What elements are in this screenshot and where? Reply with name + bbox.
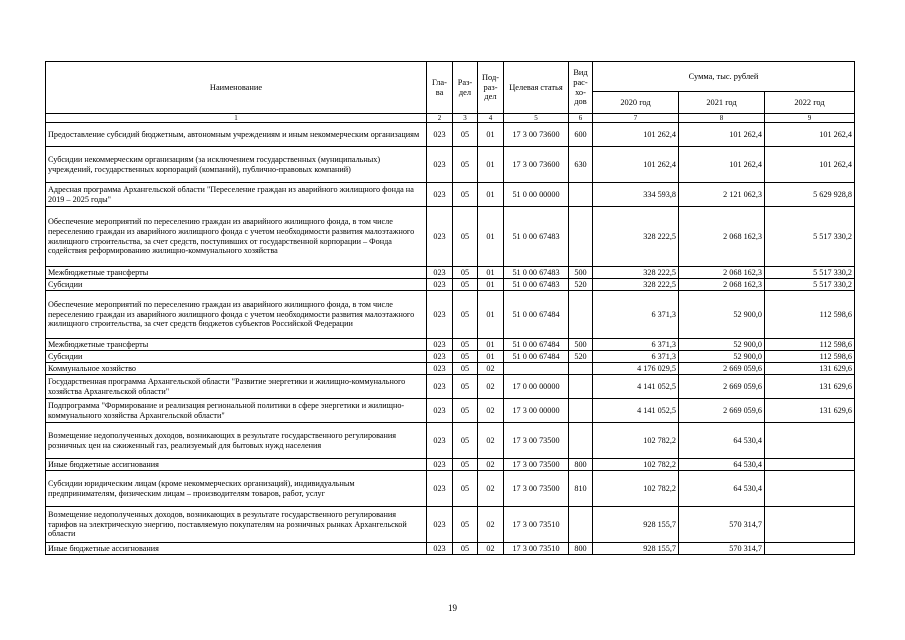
header-2022: 2022 год <box>765 92 855 114</box>
table-row <box>46 543 855 555</box>
row-podrazdel: 02 <box>478 471 504 507</box>
page-number: 19 <box>448 603 457 613</box>
row-razdel: 05 <box>453 291 478 339</box>
row-glava: 023 <box>427 363 453 375</box>
row-sum-2021: 2 068 162,3 <box>679 279 765 291</box>
row-podrazdel: 01 <box>478 339 504 351</box>
row-target: 17 3 00 73500 <box>504 471 569 507</box>
row-sum-2021: 570 314,7 <box>679 543 765 555</box>
row-sum-2022: 131 629,6 <box>765 375 855 399</box>
row-target: 17 3 00 73510 <box>504 507 569 543</box>
row-sum-2020: 102 782,2 <box>593 471 679 507</box>
row-sum-2022: 112 598,6 <box>765 291 855 339</box>
row-razdel: 05 <box>453 507 478 543</box>
row-target: 17 3 00 73510 <box>504 543 569 555</box>
row-sum-2022: 5 517 330,2 <box>765 267 855 279</box>
row-target <box>504 363 569 375</box>
table-row <box>46 375 855 399</box>
row-name: Субсидии юридическим лицам (кроме некоммерческих организаций), индивидуальным предпринимателям, физическим лицам – производителям товаров, работ, услуг <box>46 471 427 507</box>
table-row <box>46 291 855 339</box>
row-vid <box>569 399 593 423</box>
column-number-row <box>46 114 855 123</box>
row-vid <box>569 507 593 543</box>
row-sum-2021: 64 530,4 <box>679 471 765 507</box>
row-podrazdel: 01 <box>478 351 504 363</box>
row-razdel: 05 <box>453 207 478 267</box>
row-sum-2020: 328 222,5 <box>593 267 679 279</box>
row-vid: 520 <box>569 279 593 291</box>
row-sum-2022: 101 262,4 <box>765 123 855 147</box>
column-number: 2 <box>427 114 453 123</box>
header-name: Наименование <box>46 62 427 114</box>
row-sum-2022 <box>765 471 855 507</box>
row-sum-2020: 4 176 029,5 <box>593 363 679 375</box>
row-target: 51 0 00 67483 <box>504 207 569 267</box>
row-sum-2022: 131 629,6 <box>765 399 855 423</box>
row-razdel: 05 <box>453 399 478 423</box>
row-sum-2021: 64 530,4 <box>679 459 765 471</box>
table-row <box>46 507 855 543</box>
header-2020: 2020 год <box>593 92 679 114</box>
row-glava: 023 <box>427 291 453 339</box>
row-name: Иные бюджетные ассигнования <box>46 543 427 555</box>
row-name: Адресная программа Архангельской области "Переселение граждан из аварийного жилищного фонда на 2019 – 2025 годы" <box>46 183 427 207</box>
table-row <box>46 267 855 279</box>
row-podrazdel: 02 <box>478 363 504 375</box>
row-podrazdel: 01 <box>478 123 504 147</box>
row-vid: 500 <box>569 339 593 351</box>
row-razdel: 05 <box>453 543 478 555</box>
row-glava: 023 <box>427 207 453 267</box>
row-sum-2021: 2 669 059,6 <box>679 399 765 423</box>
row-glava: 023 <box>427 267 453 279</box>
row-sum-2020: 4 141 052,5 <box>593 399 679 423</box>
row-sum-2020: 928 155,7 <box>593 543 679 555</box>
row-podrazdel: 02 <box>478 507 504 543</box>
row-glava: 023 <box>427 543 453 555</box>
row-vid <box>569 423 593 459</box>
row-sum-2021: 570 314,7 <box>679 507 765 543</box>
row-sum-2021: 2 121 062,3 <box>679 183 765 207</box>
row-name: Предоставление субсидий бюджетным, автономным учреждениям и иным некоммерческим организациям <box>46 123 427 147</box>
header-2021: 2021 год <box>679 92 765 114</box>
row-name: Субсидии <box>46 279 427 291</box>
row-vid: 800 <box>569 459 593 471</box>
row-name: Субсидии <box>46 351 427 363</box>
row-sum-2022: 5 517 330,2 <box>765 207 855 267</box>
row-name: Государственная программа Архангельской области "Развитие энергетики и жилищно-коммунального хозяйства Архангельской области" <box>46 375 427 399</box>
row-name: Иные бюджетные ассигнования <box>46 459 427 471</box>
row-sum-2021: 64 530,4 <box>679 423 765 459</box>
row-target: 51 0 00 67483 <box>504 279 569 291</box>
column-number: 6 <box>569 114 593 123</box>
row-razdel: 05 <box>453 423 478 459</box>
row-vid <box>569 183 593 207</box>
row-sum-2022: 101 262,4 <box>765 147 855 183</box>
column-number: 7 <box>593 114 679 123</box>
header-vid: Вид рас-хо-дов <box>569 62 593 114</box>
row-sum-2021: 52 900,0 <box>679 291 765 339</box>
row-glava: 023 <box>427 123 453 147</box>
row-sum-2020: 6 371,3 <box>593 291 679 339</box>
row-name: Обеспечение мероприятий по переселению граждан из аварийного жилищного фонда, в том числе переселению граждан из аварийного жилищного фонда с учетом необходимости развития малоэтажного жилищного строительства, за счет средств, поступивших от государственной корпорации – Фонда содействия реформированию жилищно-коммунального хозяйства <box>46 207 427 267</box>
row-target: 17 3 00 73600 <box>504 147 569 183</box>
row-name: Межбюджетные трансферты <box>46 267 427 279</box>
row-target: 17 3 00 73500 <box>504 423 569 459</box>
row-sum-2021: 2 068 162,3 <box>679 207 765 267</box>
row-name: Субсидии некоммерческим организациям (за исключением государственных (муниципальных) учреждений, государственных корпораций (компаний), публично-правовых компаний) <box>46 147 427 183</box>
row-sum-2020: 928 155,7 <box>593 507 679 543</box>
row-target: 51 0 00 67484 <box>504 339 569 351</box>
table-row <box>46 423 855 459</box>
row-vid <box>569 207 593 267</box>
table-row <box>46 279 855 291</box>
row-sum-2020: 6 371,3 <box>593 339 679 351</box>
row-vid <box>569 363 593 375</box>
row-podrazdel: 01 <box>478 183 504 207</box>
budget-table <box>45 61 855 555</box>
row-podrazdel: 02 <box>478 543 504 555</box>
row-razdel: 05 <box>453 351 478 363</box>
row-podrazdel: 02 <box>478 399 504 423</box>
row-glava: 023 <box>427 507 453 543</box>
row-razdel: 05 <box>453 363 478 375</box>
table-row <box>46 363 855 375</box>
column-number: 3 <box>453 114 478 123</box>
table-row <box>46 207 855 267</box>
column-number: 9 <box>765 114 855 123</box>
row-target: 17 3 00 73600 <box>504 123 569 147</box>
row-sum-2021: 52 900,0 <box>679 351 765 363</box>
table-row <box>46 471 855 507</box>
row-podrazdel: 02 <box>478 459 504 471</box>
column-number: 5 <box>504 114 569 123</box>
row-vid: 630 <box>569 147 593 183</box>
row-sum-2021: 101 262,4 <box>679 123 765 147</box>
row-vid: 520 <box>569 351 593 363</box>
row-podrazdel: 02 <box>478 375 504 399</box>
row-vid: 800 <box>569 543 593 555</box>
row-sum-2020: 6 371,3 <box>593 351 679 363</box>
row-sum-2022: 131 629,6 <box>765 363 855 375</box>
row-glava: 023 <box>427 351 453 363</box>
row-glava: 023 <box>427 375 453 399</box>
row-sum-2021: 2 669 059,6 <box>679 375 765 399</box>
row-name: Возмещение недополученных доходов, возникающих в результате государственного регулирования розничных цен на сжиженный газ, реализуемый для бытовых нужд населения <box>46 423 427 459</box>
row-vid: 810 <box>569 471 593 507</box>
row-sum-2020: 328 222,5 <box>593 279 679 291</box>
row-razdel: 05 <box>453 339 478 351</box>
row-vid: 500 <box>569 267 593 279</box>
row-razdel: 05 <box>453 123 478 147</box>
row-vid: 600 <box>569 123 593 147</box>
header-glava: Гла-ва <box>427 62 453 114</box>
row-glava: 023 <box>427 423 453 459</box>
row-razdel: 05 <box>453 267 478 279</box>
row-razdel: 05 <box>453 459 478 471</box>
row-name: Коммунальное хозяйство <box>46 363 427 375</box>
row-vid <box>569 375 593 399</box>
row-podrazdel: 01 <box>478 207 504 267</box>
row-glava: 023 <box>427 471 453 507</box>
row-target: 51 0 00 67484 <box>504 351 569 363</box>
row-razdel: 05 <box>453 279 478 291</box>
table-row <box>46 399 855 423</box>
row-name: Обеспечение мероприятий по переселению граждан из аварийного жилищного фонда, в том числе переселению граждан из аварийного жилищного фонда с учетом необходимости развития малоэтажного жилищного строительства, за счет средств бюджетов субъектов Российской Федерации <box>46 291 427 339</box>
column-number: 8 <box>679 114 765 123</box>
row-glava: 023 <box>427 339 453 351</box>
row-sum-2021: 52 900,0 <box>679 339 765 351</box>
row-name: Возмещение недополученных доходов, возникающих в результате государственного регулирования тарифов на электрическую энергию, поставляемую покупателям на розничных рынках Архангельской области <box>46 507 427 543</box>
row-sum-2022 <box>765 459 855 471</box>
row-sum-2021: 2 068 162,3 <box>679 267 765 279</box>
row-glava: 023 <box>427 183 453 207</box>
row-razdel: 05 <box>453 147 478 183</box>
row-vid <box>569 291 593 339</box>
header-podrazdel: Под-раз-дел <box>478 62 504 114</box>
row-sum-2020: 334 593,8 <box>593 183 679 207</box>
row-sum-2022: 112 598,6 <box>765 351 855 363</box>
row-target: 51 0 00 67483 <box>504 267 569 279</box>
row-target: 51 0 00 00000 <box>504 183 569 207</box>
row-sum-2022: 5 517 330,2 <box>765 279 855 291</box>
row-target: 51 0 00 67484 <box>504 291 569 339</box>
table-row <box>46 147 855 183</box>
row-sum-2022 <box>765 507 855 543</box>
table-row <box>46 123 855 147</box>
row-razdel: 05 <box>453 471 478 507</box>
row-sum-2022 <box>765 543 855 555</box>
column-number: 4 <box>478 114 504 123</box>
column-number: 1 <box>46 114 427 123</box>
row-razdel: 05 <box>453 375 478 399</box>
row-sum-2020: 102 782,2 <box>593 459 679 471</box>
row-glava: 023 <box>427 459 453 471</box>
header-razdel: Раз-дел <box>453 62 478 114</box>
row-target: 17 3 00 00000 <box>504 399 569 423</box>
row-sum-2022: 5 629 928,8 <box>765 183 855 207</box>
row-sum-2022 <box>765 423 855 459</box>
row-razdel: 05 <box>453 183 478 207</box>
header-target: Целевая статья <box>504 62 569 114</box>
row-glava: 023 <box>427 279 453 291</box>
row-sum-2021: 2 669 059,6 <box>679 363 765 375</box>
row-podrazdel: 01 <box>478 279 504 291</box>
table-row <box>46 183 855 207</box>
row-name: Подпрограмма "Формирование и реализация региональной политики в сфере энергетики и жилищно-коммунального хозяйства Архангельской области" <box>46 399 427 423</box>
row-podrazdel: 01 <box>478 147 504 183</box>
header-sum: Сумма, тыс. рублей <box>593 62 855 92</box>
table-row <box>46 351 855 363</box>
row-glava: 023 <box>427 399 453 423</box>
row-target: 17 0 00 00000 <box>504 375 569 399</box>
table-row <box>46 339 855 351</box>
row-sum-2021: 101 262,4 <box>679 147 765 183</box>
row-podrazdel: 02 <box>478 423 504 459</box>
row-sum-2020: 101 262,4 <box>593 123 679 147</box>
row-podrazdel: 01 <box>478 291 504 339</box>
row-sum-2020: 101 262,4 <box>593 147 679 183</box>
row-target: 17 3 00 73500 <box>504 459 569 471</box>
row-glava: 023 <box>427 147 453 183</box>
row-sum-2020: 4 141 052,5 <box>593 375 679 399</box>
row-sum-2020: 328 222,5 <box>593 207 679 267</box>
row-sum-2022: 112 598,6 <box>765 339 855 351</box>
row-name: Межбюджетные трансферты <box>46 339 427 351</box>
row-podrazdel: 01 <box>478 267 504 279</box>
table-row <box>46 459 855 471</box>
row-sum-2020: 102 782,2 <box>593 423 679 459</box>
